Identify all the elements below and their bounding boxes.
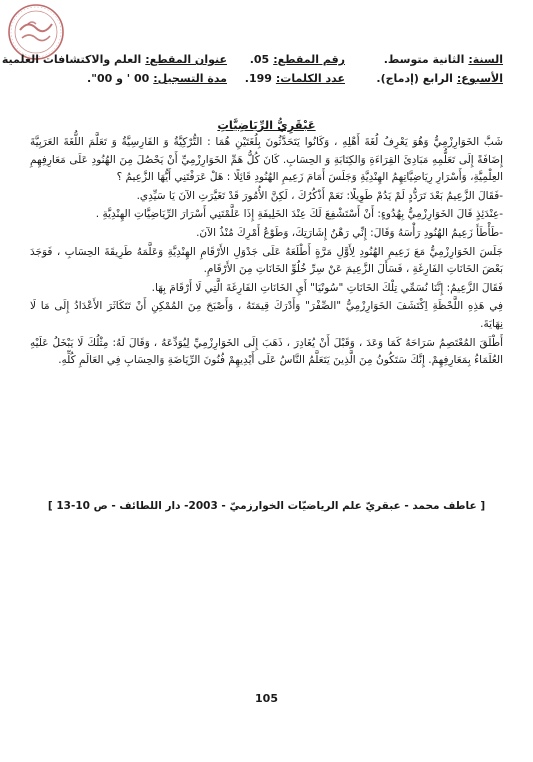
paragraph: -طَأْطَأَ زَعِيمُ الهُنُودِ رَأْسَهُ وَقَالَ: إِنِّي رَهْنُ إِشَارَتِكَ، وَطَوْعُ أَمْرِكَ مُنْذُ الآنَ. [196,226,503,239]
lesson-header [1,50,503,88]
level-value: الثانية متوسط. [383,53,465,66]
paragraph: -عِنْدَئِذٍ قَالَ الخَوَارِزْمِيُّ بِهُدُوءٍ: أَنْ أَسْتَشْفِعَ لَكَ عِنْدَ الخَلِيفَةِ إِذَا عَلَّمْتَنِي أَسْرَارَ الرِّيَاضِيَّاتِ الهِنْدِيَّةِ . [95,208,503,221]
duration-value: 00 ' و 00". [87,72,150,85]
level-label: السنة: [468,53,503,66]
source-citation: [ عاطف محمد - عبقريّ علم الرياضيّات الخوارزميّ - 2003- دار اللطائف - ص 10-13 ] [47,500,486,512]
header-row-1 [1,50,503,69]
word-count-value: 199. [244,72,272,85]
week-field [345,69,503,88]
segment-field [227,50,345,69]
duration-label: مدة التسجيل: [153,72,227,85]
week-value: الرابع (إدماج). [376,72,453,85]
word-count-field [227,69,345,88]
segment-title-field [1,50,227,69]
paragraph: فِي هَذِهِ اللَّحْظَةِ اِكْتَشَفَ الخَوَارِزْمِيُّ "الصِّفْرَ" وَأَدْرَكَ قِيمَتَهُ ، وَأَصْبَحَ مِنَ المُمْكِنِ أَنْ تَتَكَاثَرَ الأَعْدَادُ إِلَى مَا لَا نِهَايَةَ. [30,300,503,330]
page-number: 105 [255,692,278,705]
reading-text [30,134,503,371]
segment-title-value: العلم والاكتشافات العلمية [1,53,142,66]
level-field [345,50,503,69]
segment-label: رقم المقطع: [273,53,345,66]
paragraph: جَلَسَ الخَوَارِزْمِيُّ مَعَ زَعِيمِ الهُنُودِ لِأَوَّلِ مَرَّةٍ أَطْلَعَهُ عَلَى جَدْوَلِ الأَرْقَامِ الهِنْدِيَّةِ وَعَلَّمَهُ طَرِيقَةَ الحِسَابِ ، فَوَجَدَ بَعْضَ الخَانَاتِ الفَارِغَةِ ، فَسَأَلَ الزَّعِيمَ عَنْ سِرِّ خُلُوِّ الخَانَاتِ مِنَ الأَرْقَامِ. [30,245,503,276]
paragraph: -فَقَالَ الزَّعِيمُ بَعْدَ تَرَدُّدٍ لَمْ يَدُمْ طَوِيلًا: نَعَمْ أَذْكُرُكَ ، لَكِنَّ الأُمُورَ قَدْ تَغَيَّرَتِ الآنَ يَا سَيِّدِي. [136,189,503,202]
header-row-2 [30,69,503,88]
text-title: عَبْقَرِيُّ الرِّيَاضِيَّاتِ [217,118,316,132]
week-label: الأسبوع: [456,72,503,85]
segment-value: 05. [249,53,270,66]
paragraph: أَطْلَقَ المُعْتَصِمُ سَرَاحَهُ كَمَا وَعَدَ ، وَقَبْلَ أَنْ يُغَادِرَ ، ذَهَبَ إِلَى الخَوَارِزْمِيِّ لِيُوَدِّعَهُ ، وَقَالَ لَهُ: مِثْلُكَ لَا يَبْخَلُ عَلَيْهِ العُلَمَاءُ بِمَعَارِفِهِمْ. إِنَّكَ سَتَكُونُ مِنَ الَّذِينَ يَتَعَلَّمُ النَّاسُ عَلَى أَيْدِيهِمْ فُنُونَ الرِّيَاضَةِ وَالحِسَابِ فِي العَالَمِ كُلِّهِ. [30,336,503,367]
word-count-label: عدد الكلمات: [275,72,345,85]
paragraph: شَبَّ الخَوَارِزْمِيُّ وَهُوَ يَعْرِفُ لُغَةَ أَهْلِهِ ، وَكَانُوا يَتَحَدَّثُونَ بِلُغَتَيْنِ هُمَا : التُّرْكِيَّةُ وَ الفَارِسِيَّةُ وَ تَعَلَّمَ اللُّغَةَ العَرَبِيَّةَ إِضَافَةً إِلَى تَعَلُّمِهِ مَبَادِئَ القِرَاءَةِ وَالكِتَابَةِ وَ الحِسَابِ. كَانَ كُلُّ هَمِّ الخَوَارِزْمِيِّ أَنْ يَحْصُلَ مِنَ الهُنُودِ عَلَى مَعَارِفِهِمِ العِلْمِيَّةِ، وَأَسْرَارِ رِيَاضِيَّاتِهِمُ الهِنْدِيَّةِ وَجَلَسَ أَمَامَ زَعِيمِ الهُنُودِ قَائِلًا : هَلْ عَرَفْتَنِي أَيُّهَا الزَّعِيمُ ؟ [30,136,503,184]
duration-field [37,69,227,88]
segment-title-label: عنوان المقطع: [145,53,227,66]
paragraph: فَقَالَ الزَّعِيمُ: إِنَّنَا نُسَمِّي تِلْكَ الخَانَاتِ "سُونْيَا" أَيِ الخَانَاتِ الفَارِغَةَ الَّتِي لَا أَرْقَامَ بِهَا. [151,281,503,294]
